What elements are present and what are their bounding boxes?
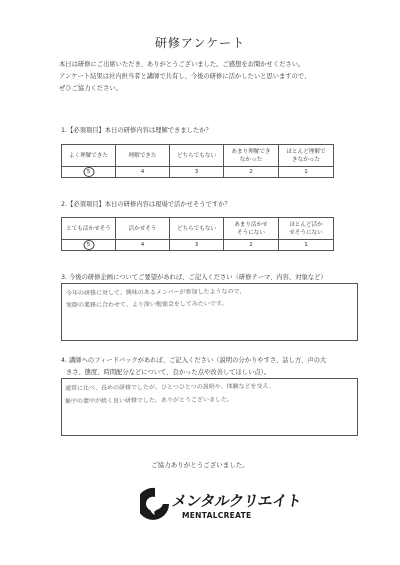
q3-label: 3. 今後の研修企画についてご要望があれば、ご記入ください（研修テーマ、内容、対象など）	[61, 274, 327, 281]
q3-answer-line: 今年の研修に対して、興味のあるメンバーが参加したようなので、	[65, 288, 246, 297]
q2-value[interactable]: 1	[279, 240, 334, 251]
intro-text	[59, 59, 310, 96]
q4-label-line: きさ、態度、時間配分などについて、良かった点や改善してほしい点）。	[66, 369, 271, 376]
q1-option-text: あまり理解できなかった	[231, 148, 271, 163]
q2-option	[224, 218, 279, 240]
survey-title: 研修アンケート	[154, 36, 246, 50]
q2-value[interactable]: 4	[116, 240, 170, 251]
q2-option: どちらでもない	[170, 218, 224, 240]
q2-option: 活かせそう	[116, 218, 170, 240]
q1-value[interactable]: 4	[116, 167, 170, 178]
q1-option	[224, 145, 279, 167]
q1-option: 理解できた	[116, 145, 170, 167]
q1-value[interactable]: 2	[224, 167, 279, 178]
q2-option-text: ほとんど活かせそうにない	[289, 221, 323, 236]
q2-option-text: あまり活かせそうにない	[234, 221, 268, 236]
q4-answer-line: 通常に比べ、長めの研修でしたが、ひとつひとつの説明や、体験などを交え、	[64, 382, 276, 392]
q2-scale-table	[61, 217, 334, 251]
q1-label: 1.【必須項目】本日の研修内容は理解できましたか？	[61, 127, 212, 134]
q1-option	[279, 145, 334, 167]
logo-mark-icon	[140, 487, 170, 521]
q2-value: 5	[86, 242, 91, 248]
q2-value-selected[interactable]	[62, 240, 116, 251]
q1-value-selected[interactable]	[62, 167, 116, 178]
intro-line: ぜひご協力ください。	[59, 85, 122, 93]
q4-label-line: 4. 講師へのフィードバックがあれば、ご記入ください（説明の分かりやすさ、話し方、声の大	[61, 357, 327, 364]
q2-value[interactable]: 2	[224, 240, 279, 251]
q1-value[interactable]: 3	[170, 167, 224, 178]
q2-option: とても活かせそう	[62, 218, 116, 240]
selected-circle-mark	[83, 167, 94, 177]
q1-scale-table	[61, 144, 334, 178]
intro-line: 本日は研修にご出席いただき、ありがとうございました。ご感想をお聞かせください。	[59, 61, 305, 68]
q1-value: 5	[86, 169, 91, 175]
logo-name-jp: メンタルクリエイト	[170, 492, 303, 510]
selected-circle-mark	[83, 240, 94, 250]
q3-answer-line: 実際の業務に合わせて、より深い勉強会をしてみたいです。	[65, 300, 228, 309]
company-logo	[140, 487, 303, 529]
q2-option	[279, 218, 334, 240]
q1-value[interactable]: 1	[279, 167, 334, 178]
q2-label: 2.【必須項目】本日の研修内容は現場で活かせそうですか？	[61, 201, 231, 208]
q1-option: よく理解できた	[62, 145, 116, 167]
intro-line: アンケート結果は社内担当者と講師で共有し、今後の研修に活かしたいと思いますので、	[59, 73, 311, 81]
thanks-text: ご協力ありがとうございました。	[151, 461, 249, 469]
q1-option-text: ほとんど理解できなかった	[286, 148, 326, 163]
q1-option: どちらでもない	[170, 145, 224, 167]
q2-value[interactable]: 3	[170, 240, 224, 251]
q4-answer-line: 集中の妻中が続く良い研修でした。ありがとうございました。	[64, 396, 234, 405]
logo-name-en: MENTALCREATE	[182, 511, 252, 520]
